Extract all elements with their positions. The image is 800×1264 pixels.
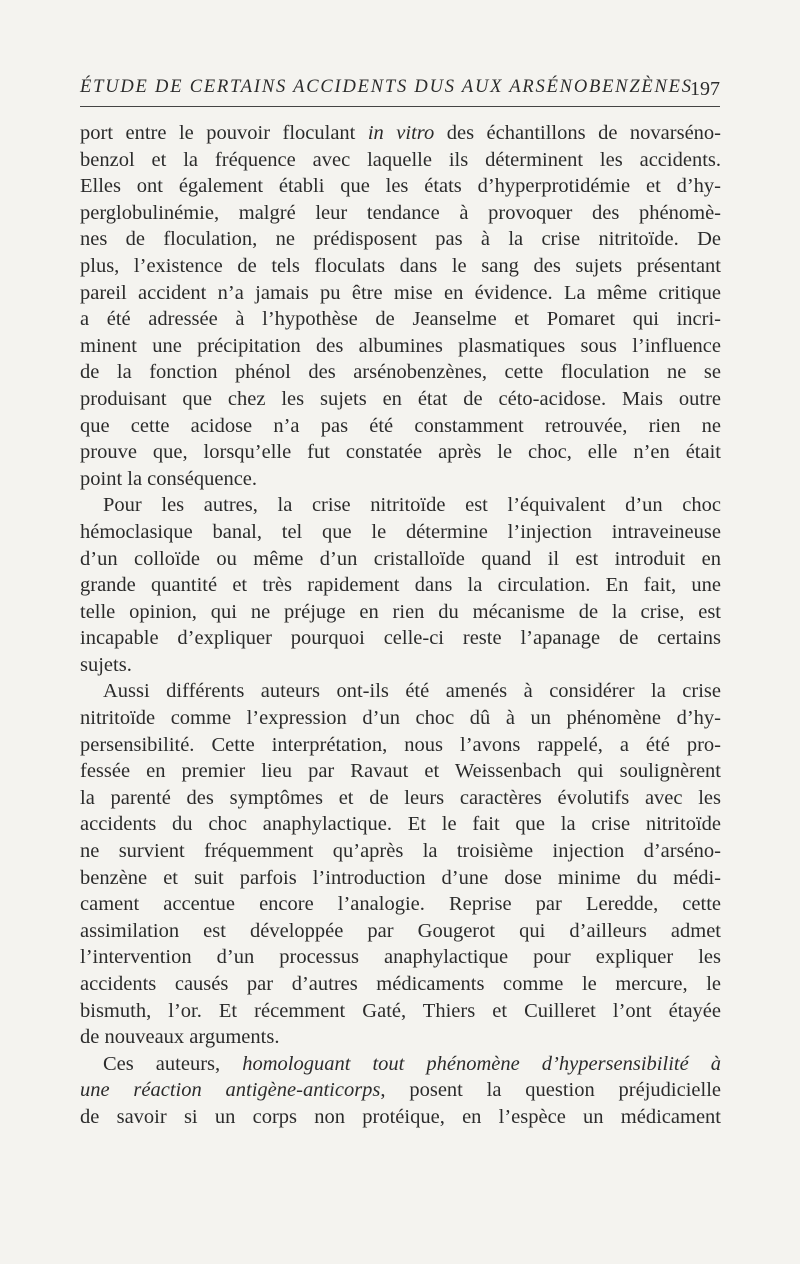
text-line: cament accentue encore l’analogie. Reprise par Leredde, cette	[80, 893, 721, 916]
text-line: minent une précipitation des albumines plasmatiques sous l’influence	[80, 334, 721, 357]
text-line: assimilation est développée par Gougerot qui d’ailleurs admet	[80, 919, 721, 942]
text-line: nitritoïde comme l’expression d’un choc dû à un phénomène d’hy-	[80, 707, 721, 730]
running-header	[80, 74, 720, 107]
text-line: Aussi différents auteurs ont-ils été amenés à considérer la crise	[103, 680, 721, 703]
text-line: grande quantité et très rapidement dans la circulation. En fait, une	[80, 574, 721, 597]
text-line: de savoir si un corps non protéique, en l’espèce un médicament	[80, 1105, 721, 1128]
text-line: Pour les autres, la crise nitritoïde est l’équivalent d’un choc	[103, 494, 721, 517]
text-line: plus, l’existence de tels floculats dans le sang des sujets présentant	[80, 254, 721, 277]
text-line: a été adressée à l’hypothèse de Jeanselme et Pomaret qui incri-	[80, 308, 721, 331]
text-line: fessée en premier lieu par Ravaut et Weissenbach qui soulignèrent	[80, 760, 721, 783]
text-line: la parenté des symptômes et de leurs caractères évolutifs avec les	[80, 786, 721, 809]
text-line: telle opinion, qui ne préjuge en rien du mécanisme de la crise, est	[80, 600, 721, 623]
paragraph	[80, 1051, 721, 1131]
text-line: Ces auteurs, homologuant tout phénomène d’hypersensibilité à	[103, 1052, 721, 1075]
text-line: d’un colloïde ou même d’un cristalloïde quand il est introduit en	[80, 547, 721, 570]
body-text	[80, 120, 721, 1131]
text-line: de la fonction phénol des arsénobenzènes, cette floculation ne se	[80, 361, 721, 384]
text-line: Elles ont également établi que les états d’hyperprotidémie et d’hy-	[80, 175, 721, 198]
paragraph	[80, 120, 721, 492]
running-title: ÉTUDE DE CERTAINS ACCIDENTS DUS AUX ARSÉNOBENZÈNES	[80, 77, 693, 97]
text-line: produisant que chez les sujets en état de céto-acidose. Mais outre	[80, 387, 721, 410]
text-line: benzène et suit parfois l’introduction d’une dose minime du médi-	[80, 866, 721, 889]
text-line: persensibilité. Cette interprétation, nous l’avons rappelé, a été pro-	[80, 733, 721, 756]
text-line: ne survient fréquemment qu’après la troisième injection d’arséno-	[80, 840, 721, 863]
text-line: port entre le pouvoir floculant in vitro des échantillons de novarséno-	[80, 122, 722, 144]
text-line: hémoclasique banal, tel que le détermine l’injection intraveineuse	[80, 520, 721, 543]
text-line: une réaction antigène-anticorps, posent la question préjudicielle	[80, 1079, 722, 1102]
text-line: accidents du choc anaphylactique. Et le fait que la crise nitritoïde	[80, 813, 721, 836]
text-line: prouve que, lorsqu’elle fut constatée après le choc, elle n’en était	[80, 441, 721, 464]
text-line: que cette acidose n’a pas été constamment retrouvée, rien ne	[80, 414, 721, 437]
text-line: point la conséquence.	[80, 467, 258, 490]
italic-text: homologuant tout phénomène d’hypersensibilité à	[242, 1052, 721, 1075]
text-line: sujets.	[80, 653, 132, 676]
text-line: pareil accident n’a jamais pu être mise en évidence. La même critique	[80, 281, 721, 304]
text-line: de nouveaux arguments.	[80, 1026, 280, 1049]
text-line: l’intervention d’un processus anaphylactique pour expliquer les	[80, 946, 721, 969]
paragraph	[80, 492, 721, 678]
text-line: perglobulinémie, malgré leur tendance à provoquer des phénomè-	[80, 201, 721, 224]
paragraph	[80, 678, 721, 1050]
page-number: 197	[690, 78, 720, 100]
text-line: incapable d’expliquer pourquoi celle-ci reste l’apanage de certains	[80, 627, 721, 650]
text-line: bismuth, l’or. Et récemment Gaté, Thiers et Cuilleret l’ont étayée	[80, 999, 721, 1022]
text-line: nes de floculation, ne prédisposent pas à la crise nitritoïde. De	[80, 228, 721, 251]
text-line: accidents causés par d’autres médicaments comme le mercure, le	[80, 973, 721, 995]
text-line: benzol et la fréquence avec laquelle ils déterminent les accidents.	[80, 148, 721, 171]
italic-text: une réaction antigène-anticorps	[80, 1079, 381, 1102]
italic-text: in vitro	[367, 122, 435, 144]
